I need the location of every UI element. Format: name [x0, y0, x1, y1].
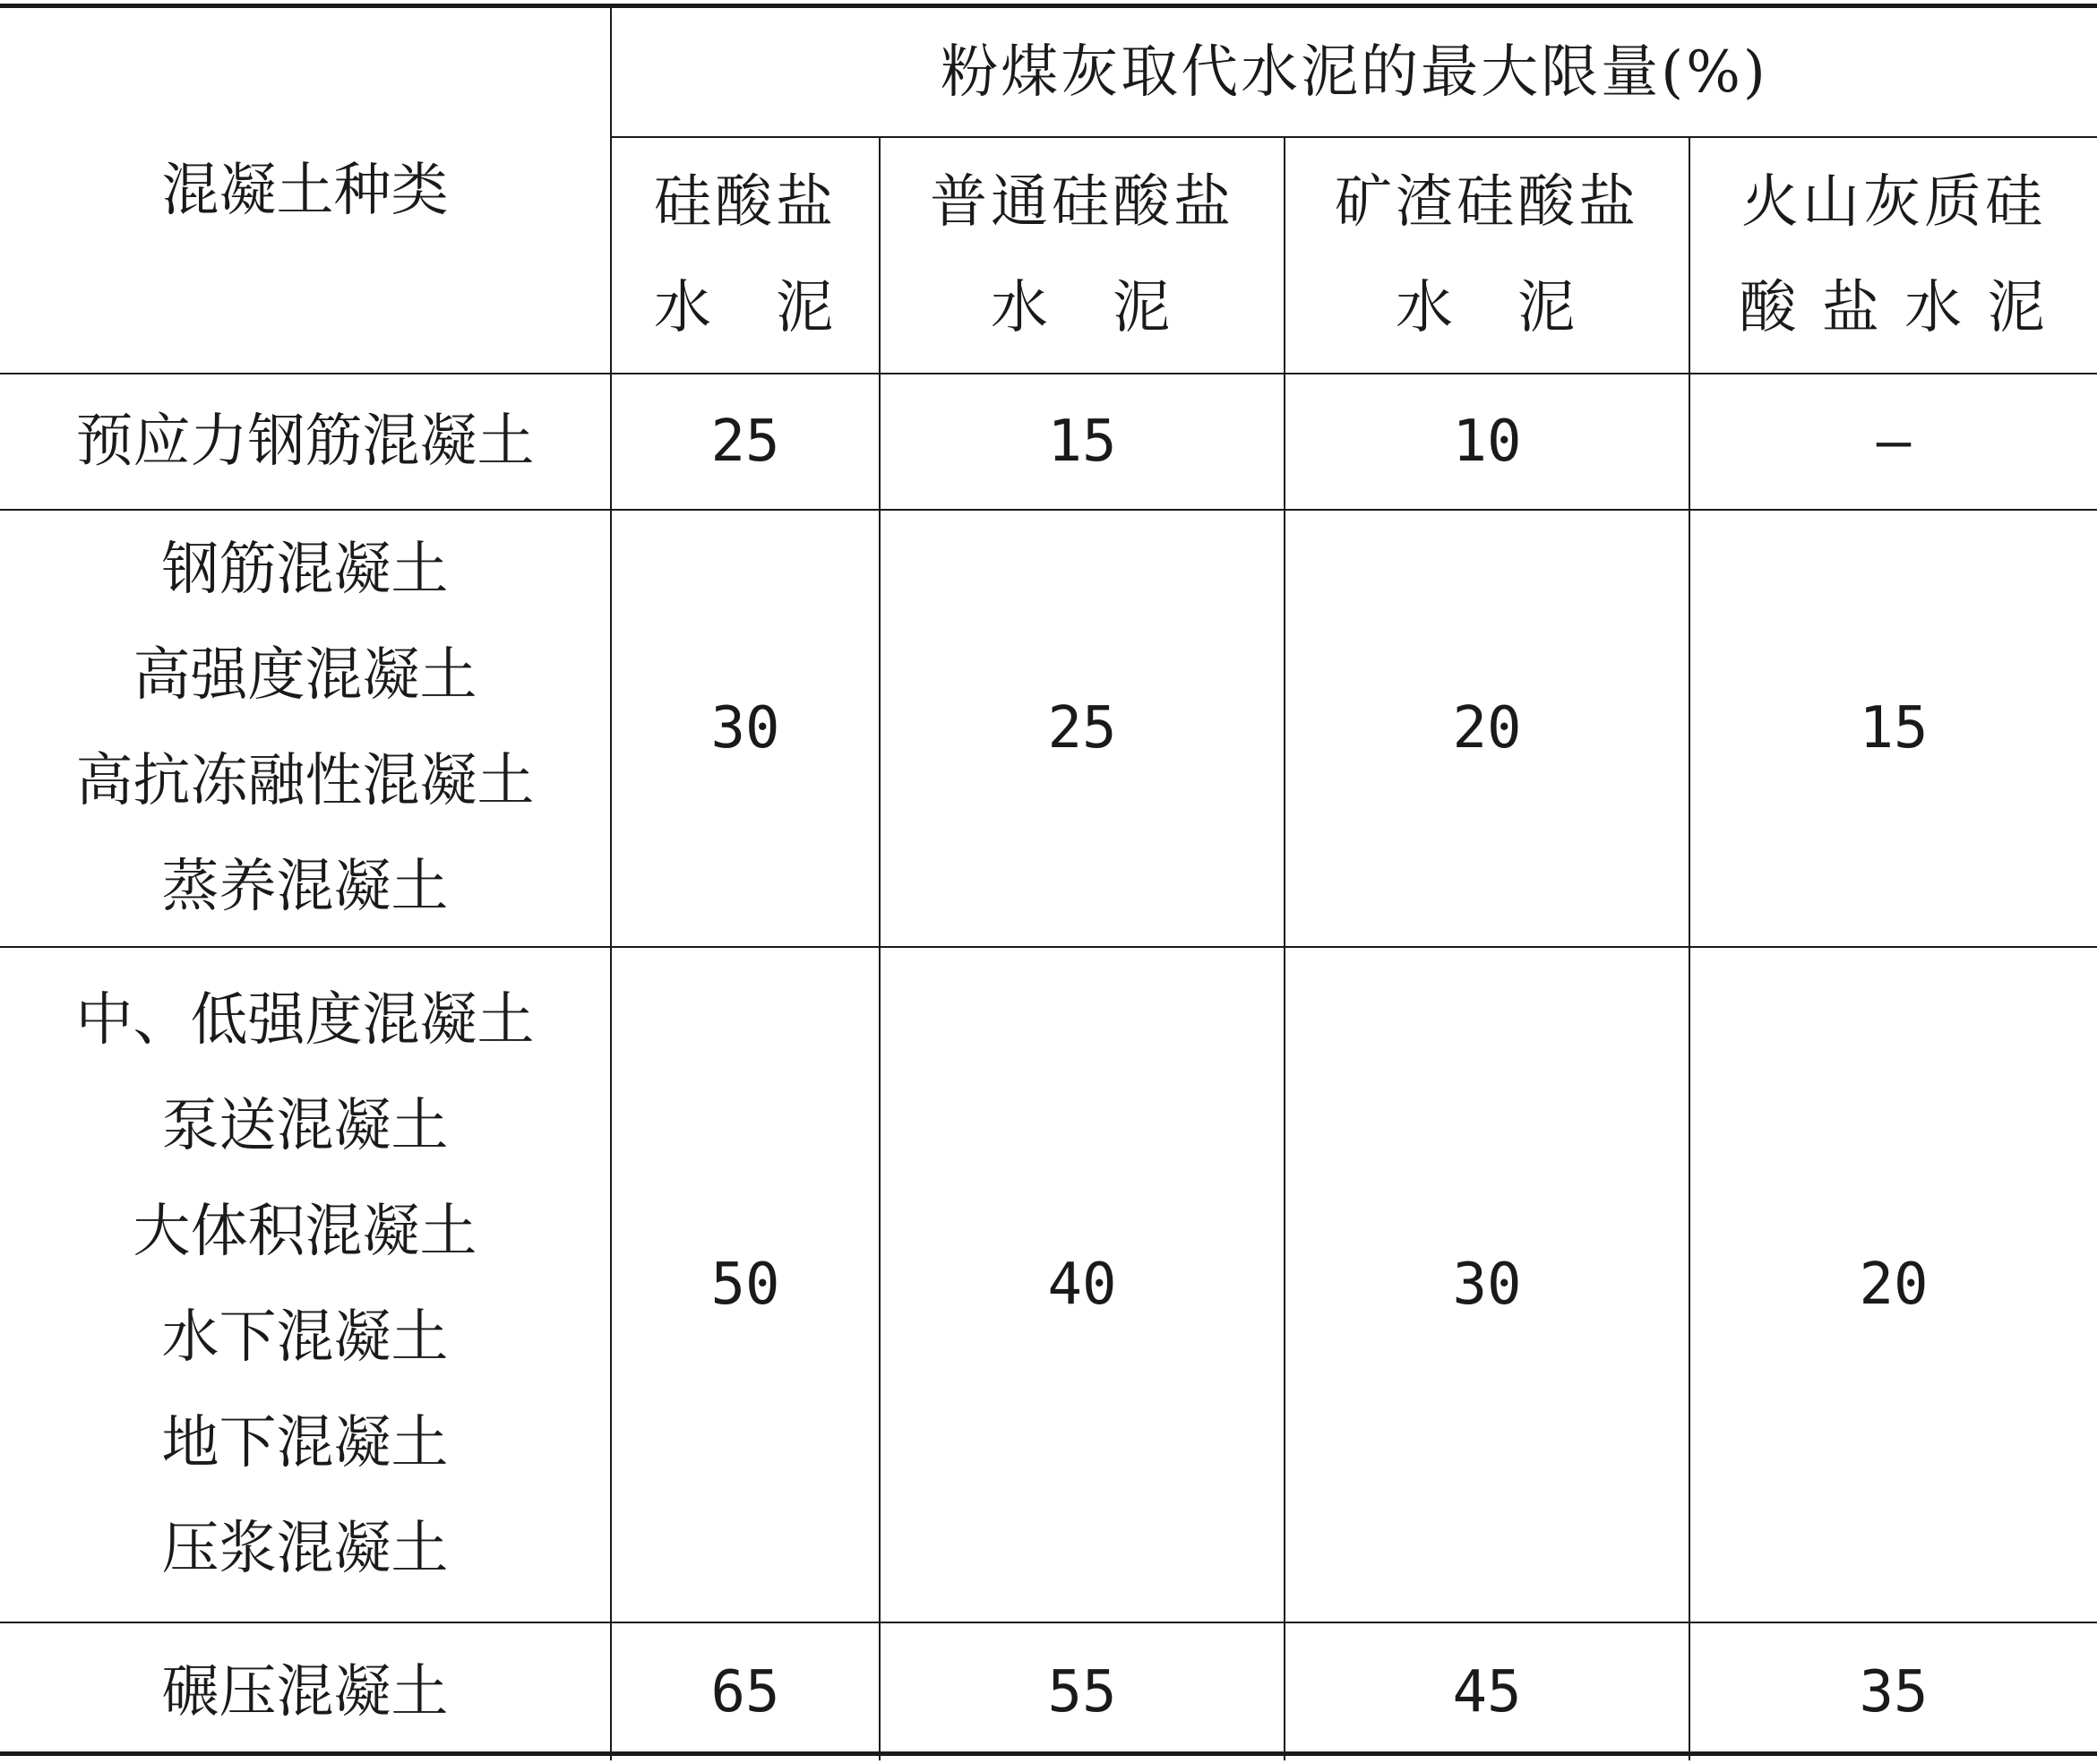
value-cell: — — [1689, 374, 2097, 510]
value-cell: 50 — [611, 947, 880, 1622]
cement-type-header-3 — [1285, 137, 1689, 374]
value-cell: 55 — [880, 1622, 1285, 1760]
concrete-type-label: 水下混凝土 — [161, 1304, 449, 1371]
table-row — [0, 1622, 2097, 1760]
cement-type-header-2 — [880, 137, 1285, 374]
concrete-type-label: 中、低强度混凝土 — [75, 987, 535, 1054]
concrete-type-label: 泵送混凝土 — [161, 1093, 449, 1159]
value-cell: 25 — [880, 510, 1285, 947]
value-cell: 35 — [1689, 1622, 2097, 1760]
concrete-type-label: 高强度混凝土 — [133, 642, 477, 709]
value-cell: 40 — [880, 947, 1285, 1622]
cement-type-4-line1: 火山灰质硅 — [1741, 169, 2046, 236]
concrete-type-label: 钢筋混凝土 — [161, 537, 449, 603]
value-cell: 30 — [611, 510, 880, 947]
table-bottom-rule — [0, 1751, 2097, 1756]
fly-ash-replacement-table — [0, 8, 2097, 1760]
cement-type-2-line1: 普通硅酸盐 — [930, 169, 1234, 236]
value-cell: 30 — [1285, 947, 1689, 1622]
concrete-type-cell — [0, 947, 611, 1622]
concrete-type-label: 蒸养混凝土 — [161, 854, 449, 920]
cement-type-header-1 — [611, 137, 880, 374]
value-cell: 45 — [1285, 1622, 1689, 1760]
value-cell: 15 — [880, 374, 1285, 510]
value-cell: 20 — [1285, 510, 1689, 947]
concrete-type-label: 大体积混凝土 — [133, 1199, 477, 1265]
concrete-type-header — [0, 8, 611, 374]
concrete-type-header-text: 混凝土种类 — [161, 157, 449, 224]
value-cell: 10 — [1285, 374, 1689, 510]
concrete-type-label: 压浆混凝土 — [161, 1516, 449, 1582]
concrete-type-cell — [0, 374, 611, 510]
concrete-type-label: 高抗冻融性混凝土 — [75, 748, 535, 814]
table-row — [0, 510, 2097, 947]
concrete-type-label: 地下混凝土 — [161, 1410, 449, 1476]
concrete-type-label: 预应力钢筋混凝土 — [75, 409, 535, 475]
header-row-1 — [0, 8, 2097, 137]
concrete-type-cell — [0, 510, 611, 947]
cement-type-2-line2: 水 泥 — [991, 275, 1173, 341]
value-cell: 20 — [1689, 947, 2097, 1622]
concrete-type-label: 碾压混凝土 — [161, 1658, 449, 1725]
cement-type-1-line2: 水 泥 — [654, 275, 837, 341]
cement-type-3-line2: 水 泥 — [1396, 275, 1578, 341]
table-row — [0, 947, 2097, 1622]
table-row — [0, 374, 2097, 510]
max-replacement-header — [611, 8, 2097, 137]
cement-type-3-line1: 矿渣硅酸盐 — [1335, 169, 1639, 236]
value-cell: 25 — [611, 374, 880, 510]
cement-type-1-line1: 硅酸盐 — [654, 169, 837, 236]
value-cell: 65 — [611, 1622, 880, 1760]
max-replacement-header-text: 粉煤灰取代水泥的最大限量(%) — [941, 39, 1768, 106]
value-cell: 15 — [1689, 510, 2097, 947]
concrete-type-cell — [0, 1622, 611, 1760]
cement-type-header-4 — [1689, 137, 2097, 374]
cement-type-4-line2: 酸 盐 水 泥 — [1739, 275, 2049, 341]
